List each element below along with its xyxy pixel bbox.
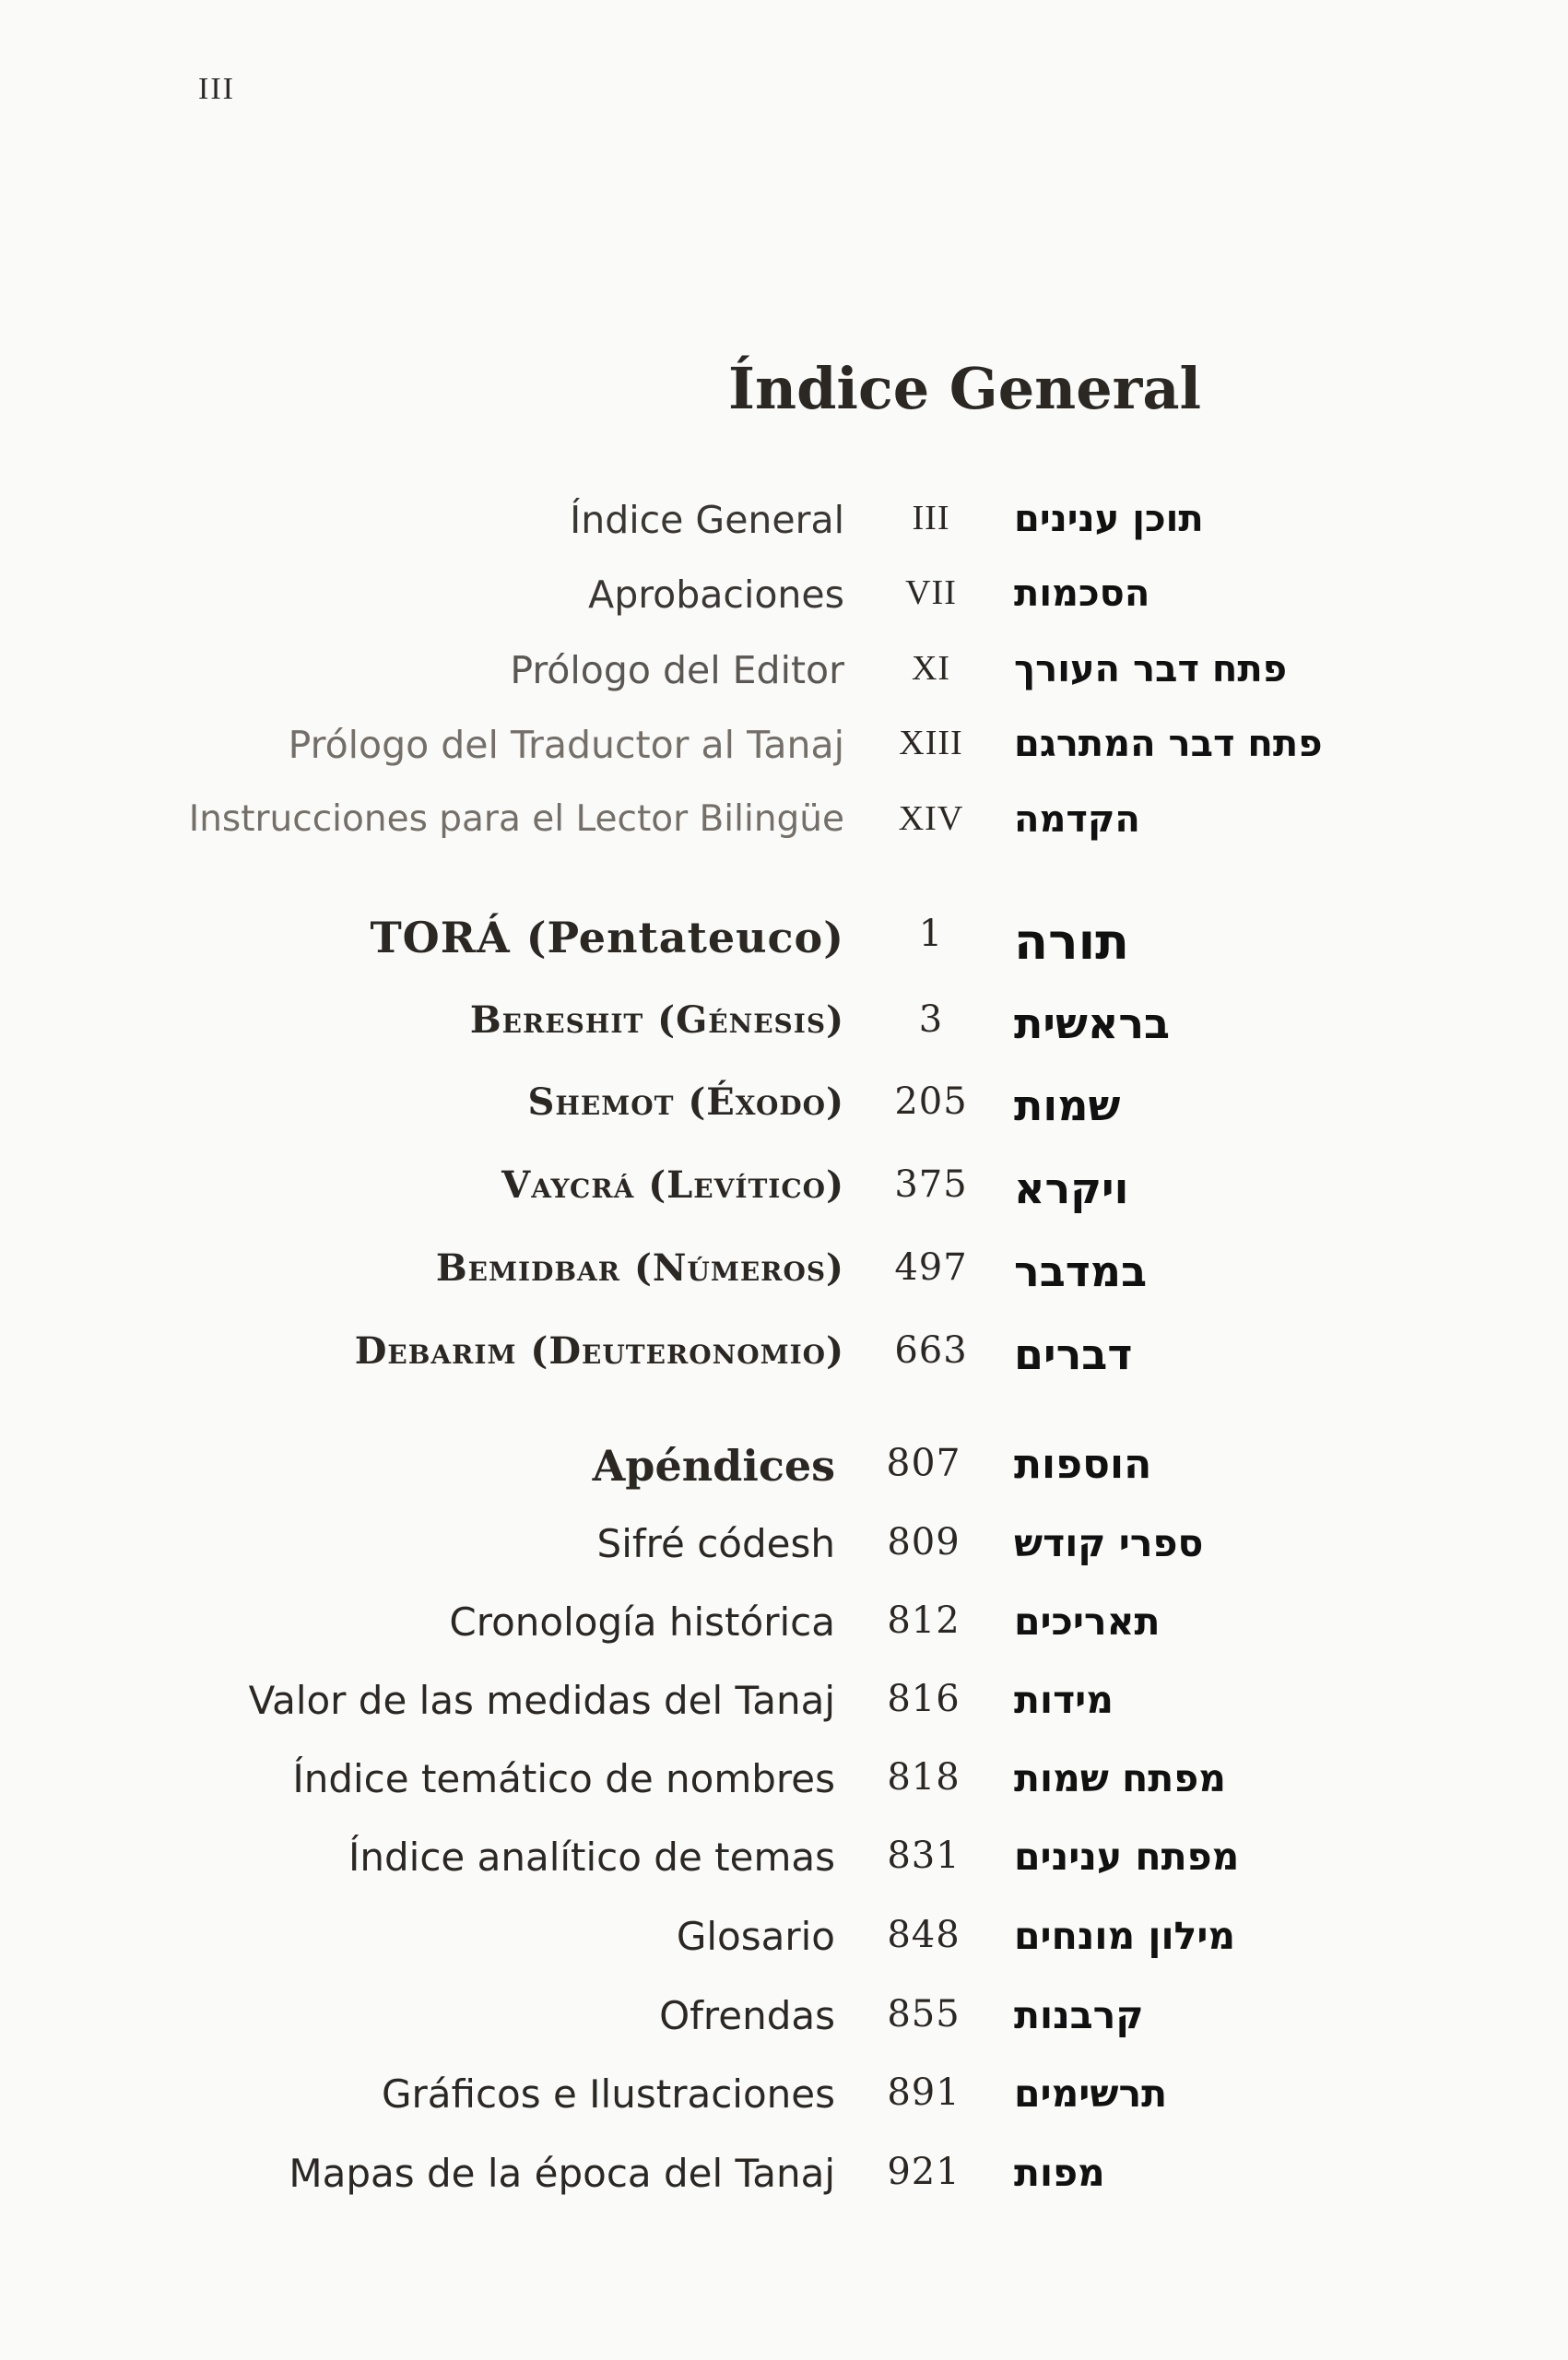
toc-entry <box>0 723 1568 778</box>
entry-hebrew: דברים <box>1014 1329 1133 1379</box>
entry-page: 818 <box>887 1756 961 1799</box>
toc-entry <box>0 1080 1568 1136</box>
entry-spanish: TORÁ (Pentateuco) <box>370 913 844 962</box>
entry-spanish: Cronología histórica <box>449 1599 835 1645</box>
toc-entry <box>0 2071 1568 2127</box>
toc-section-heading <box>0 913 1568 971</box>
entry-spanish: Shemot (Éxodo) <box>527 1080 844 1124</box>
entry-page: III <box>912 499 950 537</box>
toc-entry <box>0 1914 1568 1969</box>
entry-page: 855 <box>887 1993 961 2036</box>
entry-spanish: Instrucciones para el Lector Bilingüe <box>188 798 844 840</box>
toc-entry <box>0 1163 1568 1219</box>
entry-hebrew: מידות <box>1014 1678 1114 1722</box>
entry-hebrew: שמות <box>1014 1080 1121 1130</box>
entry-hebrew: תרשימים <box>1014 2071 1168 2116</box>
entry-spanish: Debarim (Deuteronomio) <box>354 1329 844 1373</box>
toc-entry <box>0 998 1568 1054</box>
entry-hebrew: ספרי קודש <box>1014 1521 1204 1565</box>
toc-entry <box>0 2151 1568 2206</box>
entry-hebrew: קרבנות <box>1014 1993 1144 2037</box>
entry-page: XIV <box>898 799 964 838</box>
entry-spanish: Índice General <box>570 498 844 542</box>
entry-spanish: Sifré códesh <box>596 1521 835 1566</box>
entry-spanish: Prólogo del Editor <box>510 648 844 692</box>
toc-entry <box>0 648 1568 703</box>
entry-hebrew: במדבר <box>1014 1246 1148 1296</box>
toc-entry <box>0 1993 1568 2048</box>
entry-spanish: Gráficos e Ilustraciones <box>381 2071 835 2117</box>
entry-spanish: Vaycrá (Levítico) <box>501 1163 844 1207</box>
entry-spanish: Ofrendas <box>659 1993 835 2038</box>
entry-page: 375 <box>894 1163 968 1206</box>
toc-entry <box>0 498 1568 553</box>
entry-page: VII <box>905 573 957 612</box>
entry-hebrew: פתח דבר המתרגם <box>1014 723 1323 765</box>
entry-spanish: Bereshit (Génesis) <box>469 998 844 1042</box>
toc-entry <box>0 572 1568 628</box>
page-title: Índice General <box>728 355 1202 422</box>
entry-spanish: Valor de las medidas del Tanaj <box>248 1678 835 1723</box>
entry-page: XIII <box>899 724 963 762</box>
entry-page: 891 <box>887 2071 961 2114</box>
entry-spanish: Glosario <box>676 1914 835 1959</box>
toc-entry <box>0 1756 1568 1811</box>
entry-spanish: Prólogo del Traductor al Tanaj <box>288 723 844 767</box>
toc-entry <box>0 1521 1568 1576</box>
entry-hebrew: פתח דבר העורך <box>1014 648 1287 690</box>
entry-page: 663 <box>894 1329 968 1372</box>
entry-page: 848 <box>887 1914 961 1956</box>
entry-hebrew: הוספות <box>1014 1441 1152 1488</box>
entry-page: 3 <box>918 998 944 1041</box>
entry-hebrew: הסכמות <box>1014 572 1150 615</box>
toc-entry <box>0 1599 1568 1655</box>
toc-entry <box>0 1835 1568 1890</box>
entry-hebrew: מילון מונחים <box>1014 1914 1236 1958</box>
entry-page: 816 <box>887 1678 961 1720</box>
entry-page: 921 <box>887 2151 961 2193</box>
entry-page: 812 <box>887 1599 961 1642</box>
entry-hebrew: מפות <box>1014 2151 1105 2195</box>
entry-hebrew: מפתח שמות <box>1014 1756 1226 1800</box>
entry-spanish: Aprobaciones <box>588 572 844 617</box>
toc-section-heading <box>0 1441 1568 1496</box>
entry-spanish: Índice temático de nombres <box>292 1756 835 1801</box>
entry-hebrew: בראשית <box>1014 998 1171 1048</box>
entry-page: 497 <box>894 1246 968 1289</box>
entry-page: 807 <box>886 1441 961 1485</box>
entry-page: 1 <box>918 913 944 955</box>
entry-spanish: Apéndices <box>592 1441 835 1491</box>
entry-hebrew: תורה <box>1014 913 1130 971</box>
entry-hebrew: ויקרא <box>1014 1163 1129 1213</box>
entry-page: 205 <box>894 1080 968 1123</box>
toc-entry <box>0 1329 1568 1385</box>
entry-page: 809 <box>887 1521 961 1564</box>
entry-hebrew: הקדמה <box>1014 798 1140 841</box>
page-number: III <box>198 72 235 106</box>
entry-hebrew: תוכן ענינים <box>1014 498 1204 540</box>
entry-hebrew: תאריכים <box>1014 1599 1161 1644</box>
toc-entry <box>0 1678 1568 1733</box>
entry-hebrew: מפתח ענינים <box>1014 1835 1240 1879</box>
entry-spanish: Índice analítico de temas <box>348 1835 835 1880</box>
entry-spanish: Mapas de la época del Tanaj <box>289 2151 835 2196</box>
toc-entry <box>0 798 1568 854</box>
entry-page: 831 <box>887 1835 961 1877</box>
toc-entry <box>0 1246 1568 1302</box>
entry-page: XI <box>911 649 951 688</box>
entry-spanish: Bemidbar (Números) <box>435 1246 844 1290</box>
